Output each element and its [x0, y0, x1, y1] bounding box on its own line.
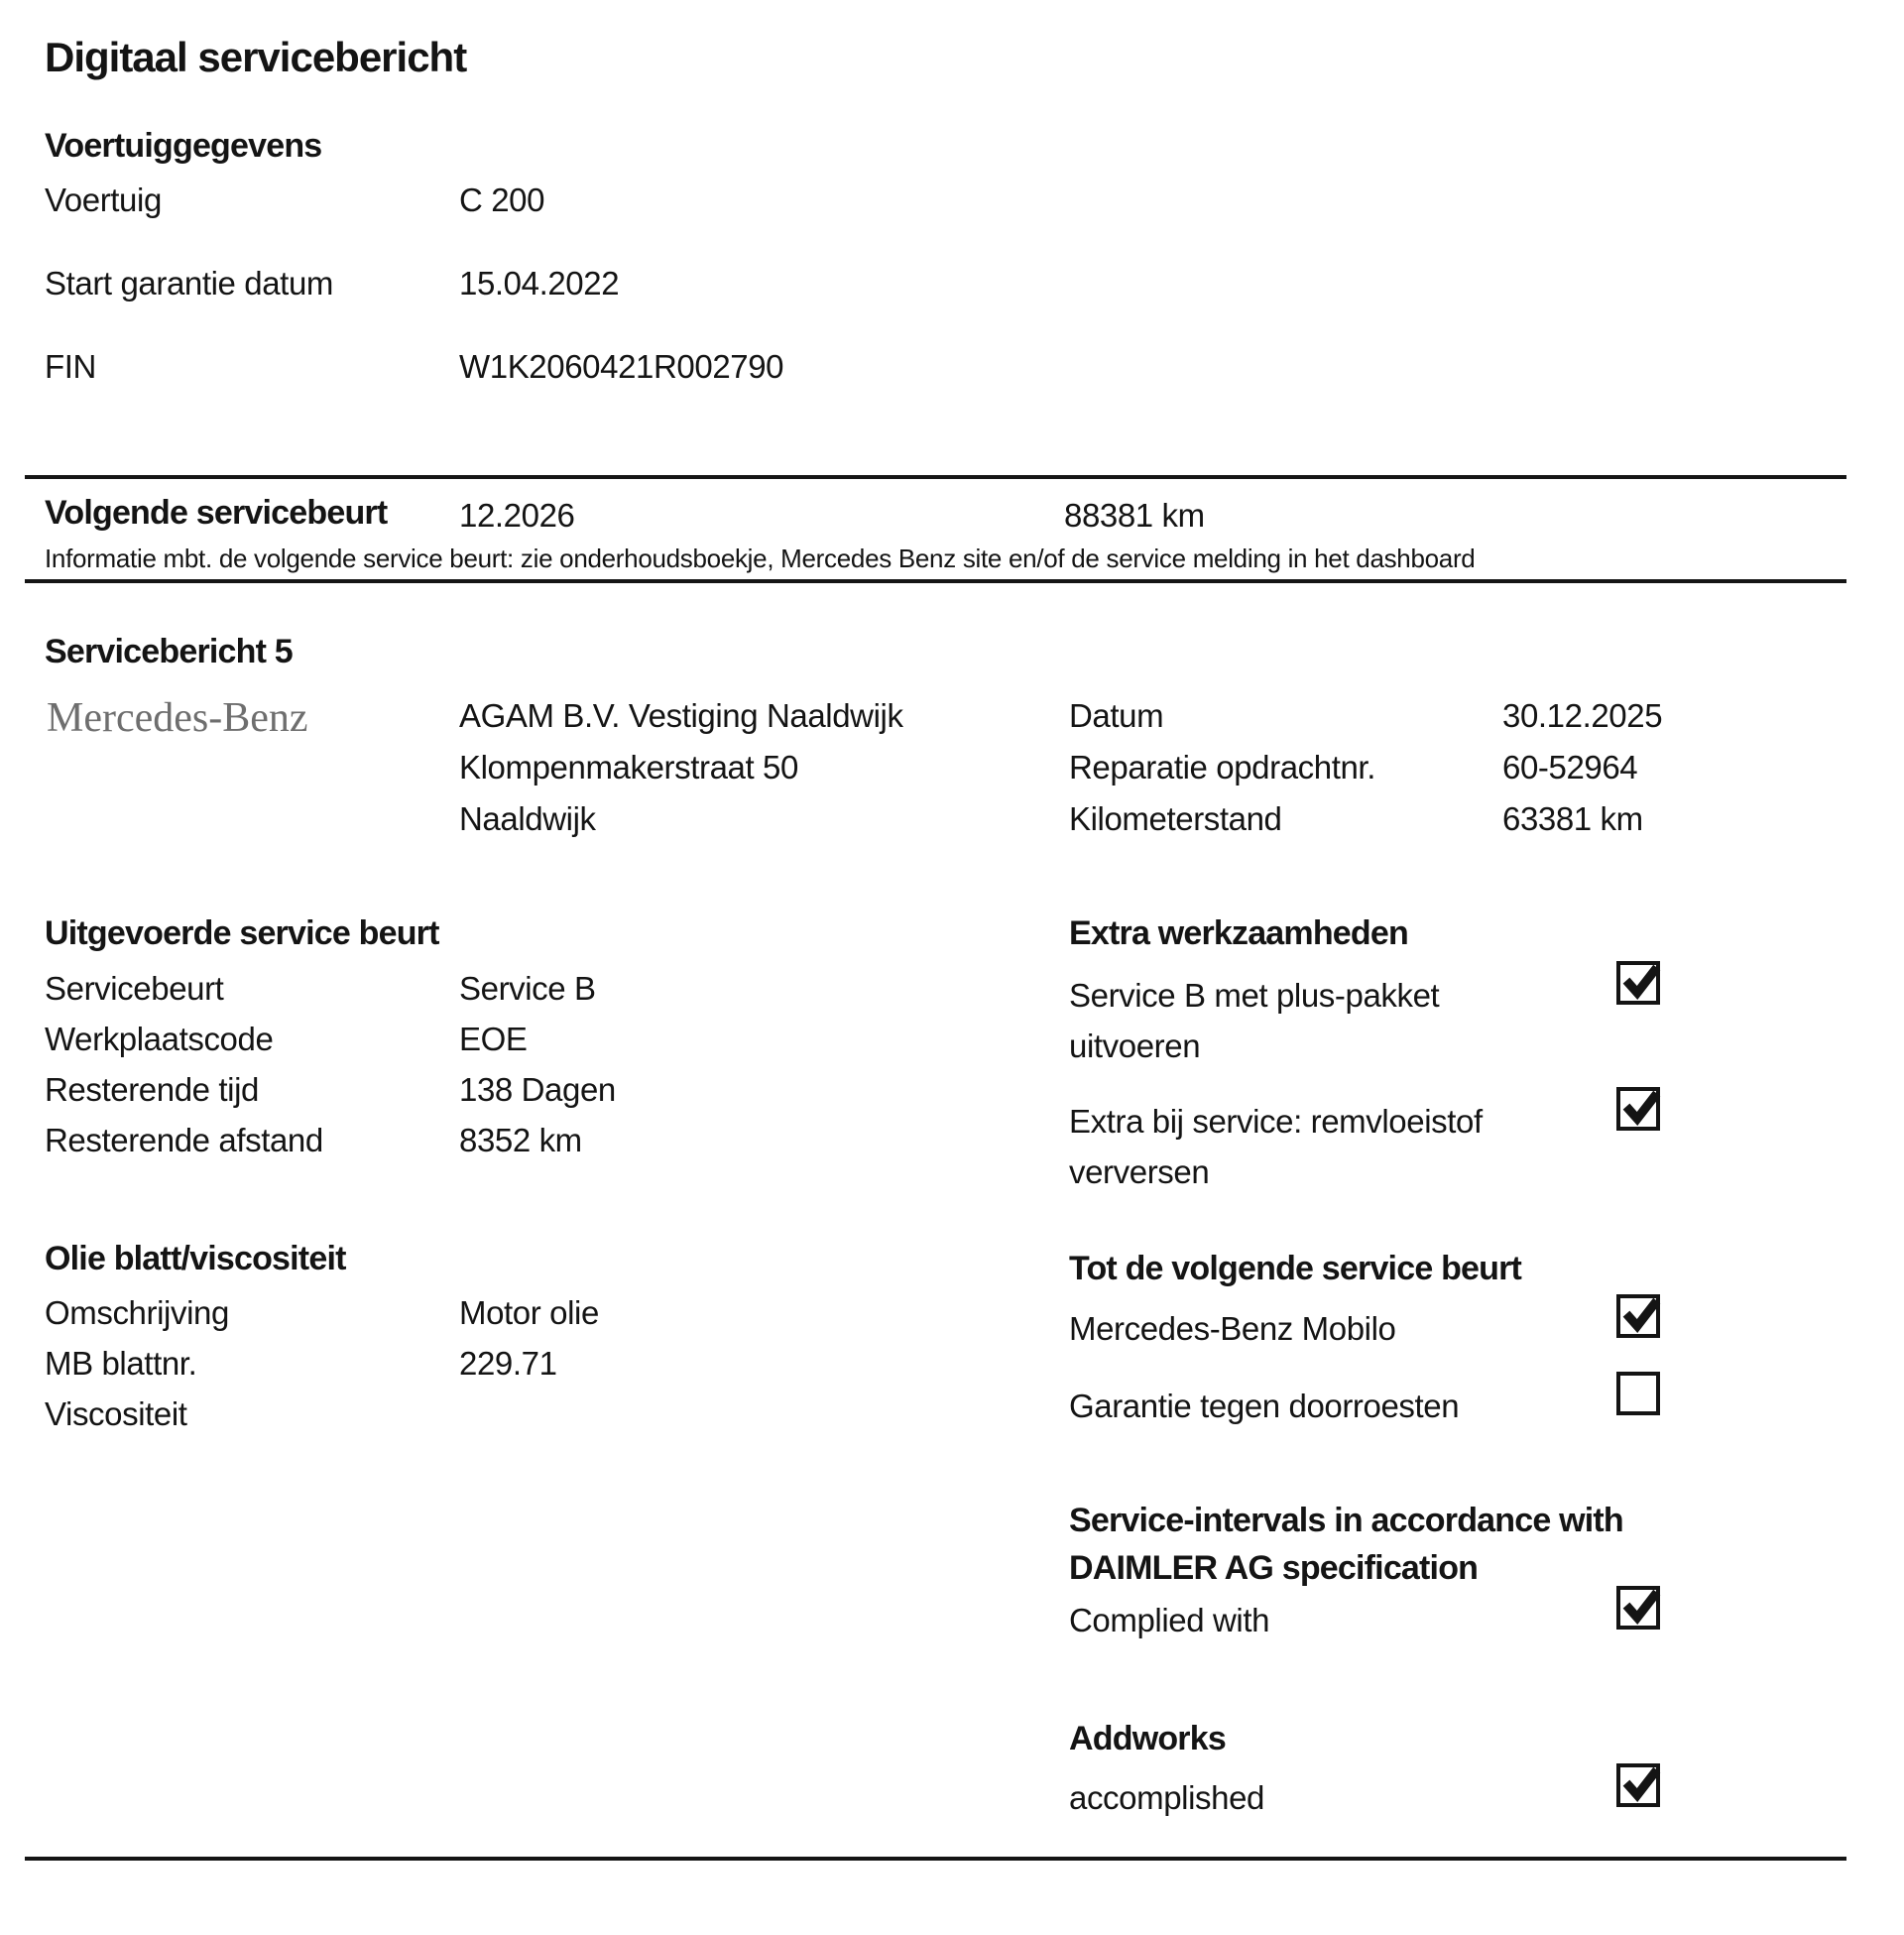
vehicle-section-heading: Voertuiggegevens: [45, 127, 322, 165]
vehicle-row-value: 15.04.2022: [459, 265, 620, 302]
until-next-item-label: Mercedes-Benz Mobilo: [1069, 1310, 1396, 1347]
performed-row-value: Service B: [459, 970, 596, 1007]
performed-row-value: 138 Dagen: [459, 1071, 616, 1108]
divider: [25, 475, 1846, 479]
next-service-heading: Volgende servicebeurt: [45, 494, 388, 532]
service-intervals-checkbox[interactable]: [1616, 1586, 1660, 1630]
performed-row-value: 8352 km: [459, 1122, 582, 1158]
checkmark-icon: [1621, 1089, 1661, 1129]
extra-work-heading: Extra werkzaamheden: [1069, 914, 1408, 952]
performed-row-label: Servicebeurt: [45, 970, 224, 1007]
vehicle-row-label: FIN: [45, 348, 96, 385]
addworks-heading: Addworks: [1069, 1720, 1226, 1757]
addworks-item-label: accomplished: [1069, 1779, 1264, 1816]
until-next-checkbox[interactable]: [1616, 1372, 1660, 1415]
next-service-info: Informatie mbt. de volgende service beurt: zie onderhoudsboekje, Mercedes Benz site en/of de service melding in het dashboard: [45, 544, 1476, 573]
service-intervals-heading: Service-intervals in accordance with DAIMLER AG specification: [1069, 1502, 1623, 1587]
page-title: Digitaal servicebericht: [45, 34, 467, 80]
until-next-service-heading: Tot de volgende service beurt: [1069, 1250, 1522, 1287]
checkmark-icon: [1621, 963, 1661, 1003]
meta-label: Datum: [1069, 697, 1164, 734]
performed-row-label: Werkplaatscode: [45, 1021, 274, 1057]
vehicle-row-value: C 200: [459, 181, 545, 218]
service-intervals-item-label: Complied with: [1069, 1602, 1270, 1638]
meta-value: 60-52964: [1502, 749, 1638, 786]
meta-value: 63381 km: [1502, 800, 1643, 837]
divider: [25, 579, 1846, 583]
vehicle-row-value: W1K2060421R002790: [459, 348, 784, 385]
oil-row-label: Omschrijving: [45, 1294, 229, 1331]
performed-row-value: EOE: [459, 1021, 528, 1057]
dealer-name: AGAM B.V. Vestiging Naaldwijk: [459, 697, 903, 734]
oil-row-label: MB blattnr.: [45, 1345, 197, 1382]
extra-work-item-label: Service B met plus-pakket uitvoeren: [1069, 977, 1440, 1064]
vehicle-row-label: Start garantie datum: [45, 265, 333, 302]
next-service-distance: 88381 km: [1064, 497, 1205, 534]
performed-row-label: Resterende tijd: [45, 1071, 259, 1108]
extra-work-checkbox[interactable]: [1616, 961, 1660, 1005]
mercedes-benz-logo: Mercedes-Benz: [47, 695, 308, 741]
meta-label: Reparatie opdrachtnr.: [1069, 749, 1375, 786]
checkmark-icon: [1621, 1588, 1661, 1628]
oil-row-value: Motor olie: [459, 1294, 599, 1331]
divider: [25, 1857, 1846, 1861]
meta-label: Kilometerstand: [1069, 800, 1282, 837]
oil-row-value: 229.71: [459, 1345, 557, 1382]
until-next-item-label: Garantie tegen doorroesten: [1069, 1388, 1460, 1424]
checkmark-icon: [1621, 1765, 1661, 1805]
performed-service-heading: Uitgevoerde service beurt: [45, 914, 439, 952]
extra-work-item-label: Extra bij service: remvloeistof verversen: [1069, 1103, 1483, 1190]
addworks-checkbox[interactable]: [1616, 1763, 1660, 1807]
performed-row-label: Resterende afstand: [45, 1122, 323, 1158]
until-next-checkbox[interactable]: [1616, 1294, 1660, 1338]
checkmark-icon: [1621, 1296, 1661, 1336]
oil-row-label: Viscositeit: [45, 1395, 187, 1432]
meta-value: 30.12.2025: [1502, 697, 1663, 734]
dealer-street: Klompenmakerstraat 50: [459, 749, 798, 786]
oil-section-heading: Olie blatt/viscositeit: [45, 1240, 346, 1277]
extra-work-checkbox[interactable]: [1616, 1087, 1660, 1131]
next-service-date: 12.2026: [459, 497, 575, 534]
vehicle-row-label: Voertuig: [45, 181, 162, 218]
dealer-city: Naaldwijk: [459, 800, 596, 837]
service-message-heading: Servicebericht 5: [45, 633, 293, 670]
